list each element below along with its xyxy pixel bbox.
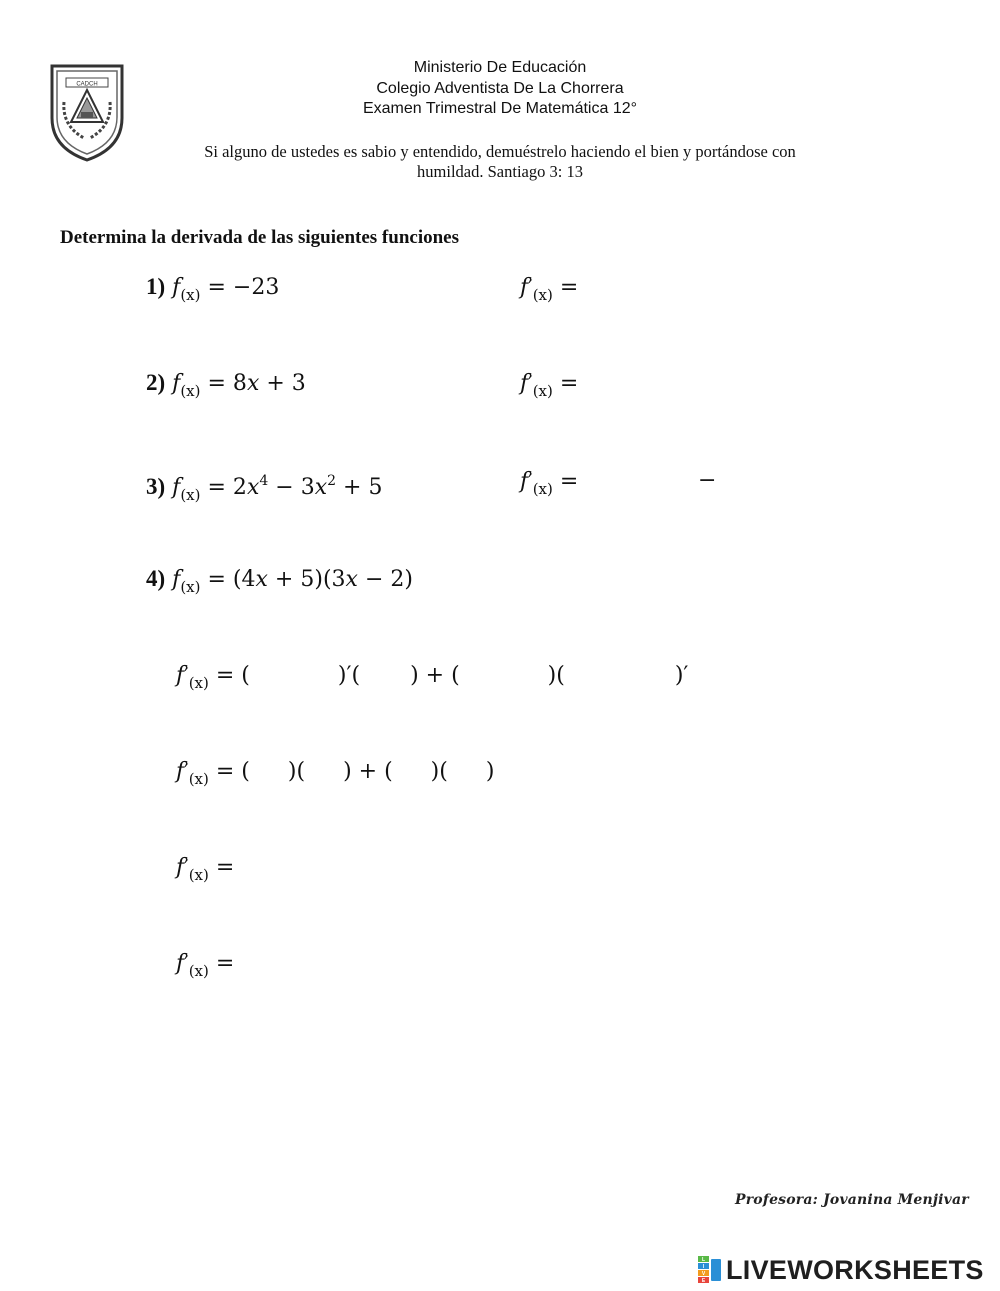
liveworksheets-wordmark: LIVEWORKSHEETS xyxy=(726,1254,984,1285)
teacher-signature: Profesora: Jovanina Menjivar xyxy=(735,1192,969,1208)
step-2-substitution[interactable]: $f'_{(x)}$ = ( )( ) + ( )( ) xyxy=(176,759,495,788)
answer-3-minus-sign: − xyxy=(698,468,717,493)
instruction-heading: Determina la derivada de las siguientes funciones xyxy=(60,227,459,248)
svg-text:V: V xyxy=(701,1271,706,1277)
svg-text:L: L xyxy=(701,1257,706,1263)
exam-header xyxy=(0,58,1000,120)
liveworksheets-brand[interactable] xyxy=(698,1253,984,1287)
step-1-product-rule[interactable]: $f'_{(x)}$ = ( )′( ) + ( )( )′ xyxy=(176,663,689,692)
problem-1: 1) $f_{(x)} = -23$ xyxy=(146,274,280,304)
step-4-answer[interactable]: $f'_{(x)}$ = xyxy=(176,951,235,980)
svg-text:I: I xyxy=(702,1264,705,1270)
problem-2: 2) $f_{(x)} = 8x + 3$ xyxy=(146,370,306,400)
step-3-answer[interactable]: $f'_{(x)}$ = xyxy=(176,855,235,884)
answer-3[interactable]: $f'_{(x)}$ = xyxy=(520,469,579,498)
ministry-name: Ministerio De Educación xyxy=(413,59,587,76)
problem-4: 4) $f_{(x)} = (4x + 5)(3x - 2)$ xyxy=(146,566,413,596)
svg-text:CADCH: CADCH xyxy=(76,81,98,88)
svg-text:E: E xyxy=(701,1278,706,1284)
bible-verse: Si alguno de ustedes es sabio y entendido, demuéstrelo haciendo el bien y portándose con humildad. Santiago 3: 13 xyxy=(204,142,796,181)
answer-1[interactable]: $f'_{(x)}$ = xyxy=(520,275,579,304)
school-name: Colegio Adventista De La Chorrera xyxy=(376,79,624,97)
liveworksheets-logo-icon xyxy=(698,1256,722,1284)
exam-title: Examen Trimestral De Matemática 12° xyxy=(362,100,638,117)
answer-2[interactable]: $f'_{(x)}$ = xyxy=(520,371,579,400)
problem-3: 3) $f_{(x)} = 2x^4 - 3x^2 + 5$ xyxy=(146,473,383,504)
